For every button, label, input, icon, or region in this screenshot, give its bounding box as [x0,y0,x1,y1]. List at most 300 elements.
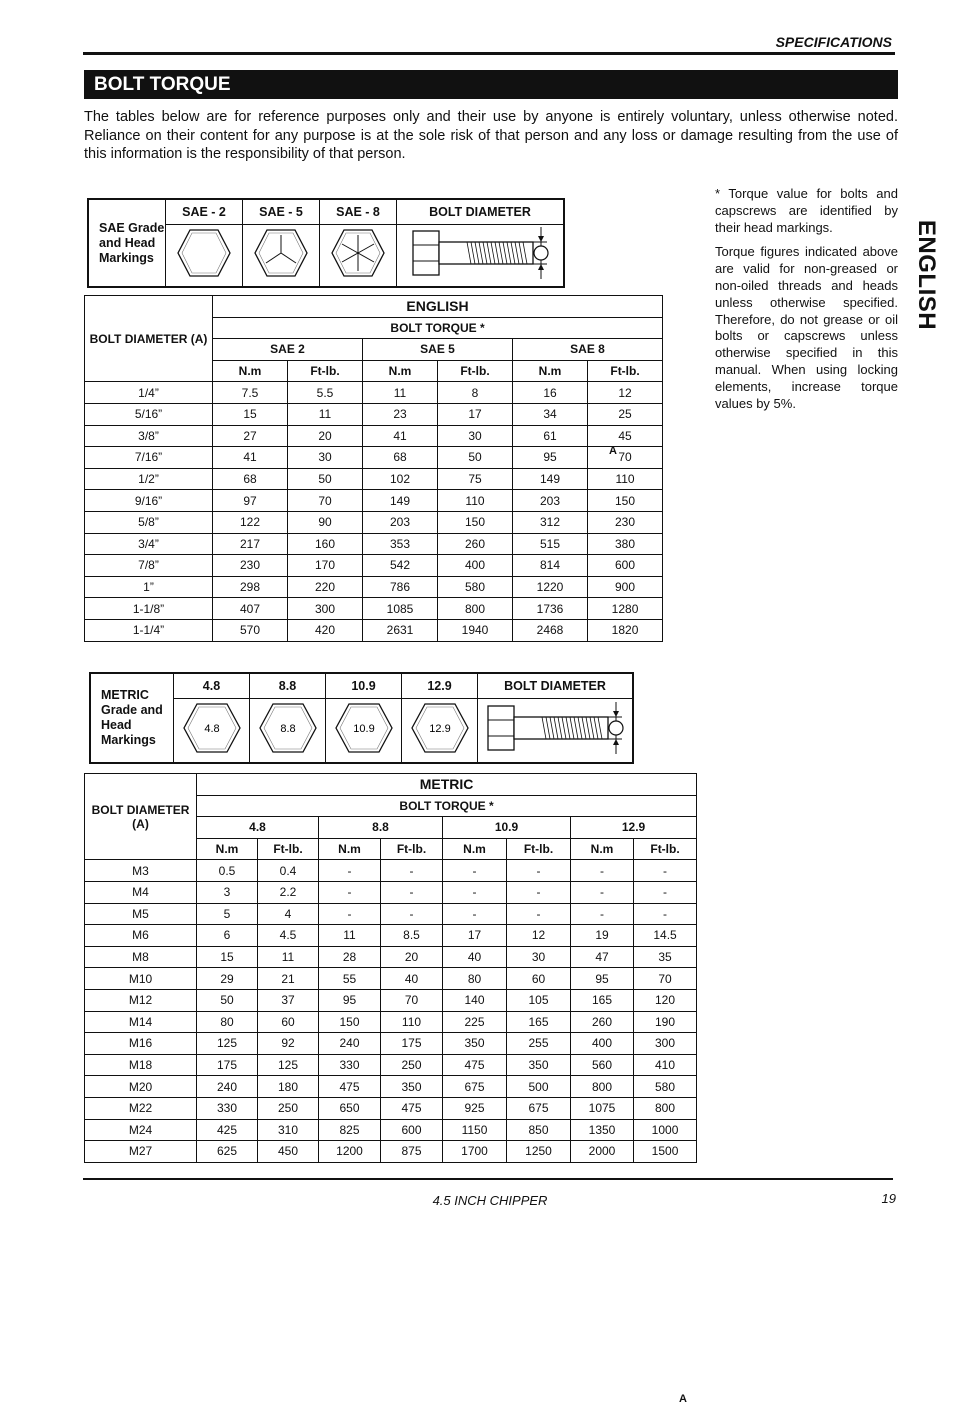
bolt-size-cell: M14 [85,1011,197,1033]
metric-8-8-head-icon [250,699,326,764]
head-marking-text: 4.8 [203,723,220,735]
unit-header: N.m [571,838,634,860]
torque-value-cell: 55 [319,968,381,990]
torque-value-cell: 12 [588,382,663,404]
torque-value-cell: 23 [363,403,438,425]
torque-value-cell: 17 [438,403,513,425]
bolt-size-cell: M8 [85,946,197,968]
torque-value-cell: 125 [197,1033,258,1055]
torque-value-cell: 410 [634,1054,697,1076]
torque-value-cell: 425 [197,1119,258,1141]
bolt-size-cell: 1/2” [85,468,213,490]
unit-header: N.m [197,838,258,860]
torque-value-cell: 95 [571,968,634,990]
torque-value-cell: 0.5 [197,860,258,882]
torque-value-cell: 312 [513,511,588,533]
bolt-diameter-row-header: BOLT DIAMETER (A) [85,774,197,860]
torque-value-cell: 475 [443,1054,507,1076]
torque-value-cell: 122 [213,511,288,533]
torque-value-cell: 14.5 [634,925,697,947]
table-row [85,1011,697,1033]
torque-value-cell: 600 [381,1119,443,1141]
torque-value-cell: - [507,903,571,925]
torque-value-cell: - [507,881,571,903]
torque-value-cell: 814 [513,555,588,577]
torque-value-cell: 400 [438,555,513,577]
torque-value-cell: 330 [319,1054,381,1076]
torque-value-cell: 625 [197,1141,258,1163]
torque-value-cell: 3 [197,881,258,903]
torque-value-cell: 180 [258,1076,319,1098]
torque-value-cell: 95 [319,989,381,1011]
dimension-a-label: A [679,1393,687,1405]
torque-value-cell: - [507,860,571,882]
bolt-size-cell: M16 [85,1033,197,1055]
table-row [85,511,663,533]
torque-value-cell: 300 [288,598,363,620]
torque-value-cell: 675 [507,1097,571,1119]
torque-value-cell: 1736 [513,598,588,620]
torque-value-cell: 1700 [443,1141,507,1163]
torque-value-cell: 353 [363,533,438,555]
table-row [85,968,697,990]
torque-value-cell: 786 [363,576,438,598]
torque-value-cell: 8 [438,382,513,404]
torque-value-cell: 1075 [571,1097,634,1119]
torque-value-cell: 30 [288,447,363,469]
torque-value-cell: 125 [258,1054,319,1076]
torque-value-cell: 650 [319,1097,381,1119]
torque-value-cell: 41 [363,425,438,447]
torque-value-cell: 220 [288,576,363,598]
torque-value-cell: - [571,860,634,882]
page-number: 19 [881,1191,896,1206]
metric-grade-header: 10.9 [326,673,402,699]
torque-value-cell: 900 [588,576,663,598]
torque-value-cell: 95 [513,447,588,469]
torque-value-cell: 25 [588,403,663,425]
torque-value-cell: 75 [438,468,513,490]
bolt-size-cell: M27 [85,1141,197,1163]
bolt-size-cell: M10 [85,968,197,990]
torque-value-cell: 600 [588,555,663,577]
torque-value-cell: 1940 [438,619,513,641]
table-row [85,447,663,469]
torque-value-cell: 1085 [363,598,438,620]
torque-value-cell: 298 [213,576,288,598]
torque-value-cell: 11 [319,925,381,947]
torque-value-cell: 925 [443,1097,507,1119]
torque-value-cell: - [634,881,697,903]
table-row [85,598,663,620]
intro-paragraph: The tables below are for reference purposes only and their use by anyone is entirely voluntary, unless otherwise noted. Reliance on their content for any purpose is at the sole risk of that person and any loss or damage resulting from the use of this information is the responsibility of that person. [84,109,898,162]
grade-header: SAE 8 [513,339,663,361]
torque-value-cell: - [634,860,697,882]
torque-value-cell: 50 [288,468,363,490]
torque-value-cell: 11 [288,403,363,425]
unit-header: Ft-lb. [588,360,663,382]
table-row [85,1076,697,1098]
sae-grade-header: SAE - 2 [166,199,243,225]
torque-value-cell: 110 [438,490,513,512]
bolt-size-cell: 3/8” [85,425,213,447]
metric-grade-header: 12.9 [402,673,478,699]
bolt-size-cell: M6 [85,925,197,947]
bolt-size-cell: 1” [85,576,213,598]
torque-value-cell: 37 [258,989,319,1011]
torque-value-cell: 70 [381,989,443,1011]
bolt-diameter-row-header: BOLT DIAMETER (A) [85,296,213,382]
torque-value-cell: 2468 [513,619,588,641]
torque-value-cell: 1150 [443,1119,507,1141]
torque-value-cell: 570 [213,619,288,641]
torque-value-cell: 2.2 [258,881,319,903]
metric-table-title: METRIC [197,774,697,796]
torque-value-cell: 149 [363,490,438,512]
torque-value-cell: 20 [288,425,363,447]
page-title: BOLT TORQUE [84,70,898,99]
table-row [85,946,697,968]
torque-value-cell: 800 [438,598,513,620]
torque-value-cell: 225 [443,1011,507,1033]
table-row [85,1119,697,1141]
torque-value-cell: 92 [258,1033,319,1055]
torque-value-cell: 203 [363,511,438,533]
torque-value-cell: 50 [438,447,513,469]
footer-rule [83,1178,893,1180]
table-row [85,555,663,577]
bolt-size-cell: 7/16” [85,447,213,469]
torque-value-cell: 60 [507,968,571,990]
table-row [85,903,697,925]
table-row [85,576,663,598]
bolt-diameter-header: BOLT DIAMETER [478,673,634,699]
torque-value-cell: 105 [507,989,571,1011]
torque-value-cell: 330 [197,1097,258,1119]
bolt-size-cell: M20 [85,1076,197,1098]
torque-value-cell: 15 [197,946,258,968]
torque-value-cell: 407 [213,598,288,620]
torque-value-cell: 40 [381,968,443,990]
bolt-size-cell: 5/8” [85,511,213,533]
bolt-size-cell: 5/16” [85,403,213,425]
torque-value-cell: 27 [213,425,288,447]
torque-value-cell: 7.5 [213,382,288,404]
unit-header: Ft-lb. [634,838,697,860]
section-header: SPECIFICATIONS [775,34,892,50]
torque-value-cell: 150 [588,490,663,512]
torque-value-cell: 102 [363,468,438,490]
bolt-size-cell: 1-1/4” [85,619,213,641]
torque-value-cell: 97 [213,490,288,512]
torque-value-cell: 160 [288,533,363,555]
bolt-size-cell: 7/8” [85,555,213,577]
torque-value-cell: 310 [258,1119,319,1141]
torque-value-cell: 420 [288,619,363,641]
torque-value-cell: 300 [634,1033,697,1055]
grade-header: 12.9 [571,817,697,839]
torque-value-cell: 500 [507,1076,571,1098]
torque-value-cell: 1200 [319,1141,381,1163]
torque-value-cell: 240 [319,1033,381,1055]
head-marking-text: 8.8 [279,723,296,735]
torque-value-cell: 190 [634,1011,697,1033]
torque-value-cell: 4.5 [258,925,319,947]
table-row [85,1054,697,1076]
torque-value-cell: - [571,903,634,925]
unit-header: Ft-lb. [258,838,319,860]
grade-header: SAE 2 [213,339,363,361]
torque-value-cell: 61 [513,425,588,447]
table-row [85,1141,697,1163]
unit-header: Ft-lb. [381,838,443,860]
table-row [85,1033,697,1055]
torque-value-cell: 30 [507,946,571,968]
table-row [85,533,663,555]
torque-value-cell: 80 [443,968,507,990]
torque-value-cell: 170 [288,555,363,577]
torque-value-cell: 150 [319,1011,381,1033]
table-row [85,1097,697,1119]
bolt-size-cell: 9/16” [85,490,213,512]
unit-header: Ft-lb. [438,360,513,382]
torque-value-cell: 8.5 [381,925,443,947]
torque-value-cell: 450 [258,1141,319,1163]
torque-value-cell: 4 [258,903,319,925]
torque-value-cell: 12 [507,925,571,947]
bolt-torque-header: BOLT TORQUE * [213,317,663,339]
torque-value-cell: 1280 [588,598,663,620]
torque-value-cell: 68 [363,447,438,469]
torque-value-cell: - [443,881,507,903]
bolt-size-cell: M5 [85,903,197,925]
table-row [85,989,697,1011]
torque-value-cell: 80 [197,1011,258,1033]
sae-markings-label: SAE Grade and Head Markings [88,199,166,287]
torque-value-cell: 165 [507,1011,571,1033]
torque-value-cell: 150 [438,511,513,533]
torque-value-cell: 30 [438,425,513,447]
table-row [85,619,663,641]
header-rule [83,52,895,55]
torque-value-cell: 1350 [571,1119,634,1141]
grade-header: 4.8 [197,817,319,839]
head-marking-text: 12.9 [428,723,451,735]
torque-value-cell: 240 [197,1076,258,1098]
note-2: Torque figures indicated above are valid for non-greased or non-oiled threads and heads unless otherwise specified. Therefore, do not grease or oil bolts or capscrews unless otherwise specified in this manual. When using locking elements, increase torque values by 5%. [715,244,898,411]
torque-value-cell: 19 [571,925,634,947]
torque-value-cell: - [571,881,634,903]
torque-value-cell: 21 [258,968,319,990]
unit-header: N.m [213,360,288,382]
grade-header: SAE 5 [363,339,513,361]
torque-value-cell: 110 [588,468,663,490]
unit-header: Ft-lb. [507,838,571,860]
sae-grade-header: SAE - 5 [243,199,320,225]
metric-markings-label: METRIC Grade and Head Markings [90,673,174,763]
metric-grade-header: 4.8 [174,673,250,699]
torque-value-cell: 475 [381,1097,443,1119]
unit-header: N.m [319,838,381,860]
torque-value-cell: 50 [197,989,258,1011]
torque-notes [715,186,898,420]
torque-value-cell: - [319,860,381,882]
english-torque-table [84,295,663,642]
torque-value-cell: - [319,903,381,925]
metric-12-9-head-icon [402,699,478,764]
torque-value-cell: 17 [443,925,507,947]
torque-value-cell: 1820 [588,619,663,641]
bolt-size-cell: M3 [85,860,197,882]
metric-10-9-head-icon [326,699,402,764]
torque-value-cell: 165 [571,989,634,1011]
sae5-head-icon [243,225,320,288]
torque-value-cell: 850 [507,1119,571,1141]
torque-value-cell: 68 [213,468,288,490]
sae-grade-header: SAE - 8 [320,199,397,225]
torque-value-cell: 90 [288,511,363,533]
torque-value-cell: 41 [213,447,288,469]
grade-header: 8.8 [319,817,443,839]
torque-value-cell: 11 [363,382,438,404]
bolt-size-cell: M22 [85,1097,197,1119]
bolt-size-cell: 3/4” [85,533,213,555]
torque-value-cell: 5 [197,903,258,925]
torque-value-cell: 70 [588,447,663,469]
language-side-tab: ENGLISH [913,219,940,331]
torque-value-cell: 580 [438,576,513,598]
torque-value-cell: 250 [258,1097,319,1119]
bolt-size-cell: M12 [85,989,197,1011]
torque-value-cell: 110 [381,1011,443,1033]
torque-value-cell: 875 [381,1141,443,1163]
note-1: * Torque value for bolts and capscrews are identified by their head markings. [715,186,898,235]
torque-value-cell: 217 [213,533,288,555]
torque-value-cell: 60 [258,1011,319,1033]
footer-product: 4.5 INCH CHIPPER [432,1193,548,1208]
torque-value-cell: 28 [319,946,381,968]
head-marking-text: 10.9 [352,723,375,735]
torque-value-cell: 1500 [634,1141,697,1163]
torque-value-cell: 580 [634,1076,697,1098]
torque-value-cell: 560 [571,1054,634,1076]
table-row [85,382,663,404]
torque-value-cell: 5.5 [288,382,363,404]
table-row [85,925,697,947]
torque-value-cell: 140 [443,989,507,1011]
torque-value-cell: 675 [443,1076,507,1098]
bolt-diameter-header: BOLT DIAMETER [397,199,565,225]
torque-value-cell: - [381,881,443,903]
torque-value-cell: 1220 [513,576,588,598]
torque-value-cell: 11 [258,946,319,968]
bolt-size-cell: M18 [85,1054,197,1076]
torque-value-cell: 260 [438,533,513,555]
unit-header: N.m [443,838,507,860]
torque-value-cell: 175 [381,1033,443,1055]
torque-value-cell: 1250 [507,1141,571,1163]
metric-torque-table [84,773,697,1163]
torque-value-cell: 70 [288,490,363,512]
torque-value-cell: 230 [213,555,288,577]
table-row [85,403,663,425]
torque-value-cell: 175 [197,1054,258,1076]
torque-value-cell: 400 [571,1033,634,1055]
bolt-size-cell: M4 [85,881,197,903]
torque-value-cell: 800 [634,1097,697,1119]
torque-value-cell: 380 [588,533,663,555]
unit-header: Ft-lb. [288,360,363,382]
table-row [85,860,697,882]
torque-value-cell: - [319,881,381,903]
torque-value-cell: 350 [443,1033,507,1055]
grade-header: 10.9 [443,817,571,839]
torque-value-cell: 35 [634,946,697,968]
torque-value-cell: 16 [513,382,588,404]
torque-value-cell: 2000 [571,1141,634,1163]
torque-value-cell: 0.4 [258,860,319,882]
torque-value-cell: 250 [381,1054,443,1076]
torque-value-cell: 203 [513,490,588,512]
unit-header: N.m [363,360,438,382]
torque-value-cell: 800 [571,1076,634,1098]
table-row [85,490,663,512]
torque-value-cell: - [381,903,443,925]
torque-value-cell: 45 [588,425,663,447]
torque-value-cell: 542 [363,555,438,577]
sae8-head-icon [320,225,397,288]
bolt-size-cell: 1-1/8” [85,598,213,620]
english-table-title: ENGLISH [213,296,663,318]
torque-value-cell: 40 [443,946,507,968]
sae2-head-icon [166,225,243,288]
torque-value-cell: 2631 [363,619,438,641]
dimension-a-label: A [609,445,617,457]
torque-value-cell: 47 [571,946,634,968]
torque-value-cell: 20 [381,946,443,968]
torque-value-cell: - [443,903,507,925]
metric-4-8-head-icon [174,699,250,764]
table-row [85,425,663,447]
torque-value-cell: 34 [513,403,588,425]
torque-value-cell: - [381,860,443,882]
torque-value-cell: 29 [197,968,258,990]
torque-value-cell: 825 [319,1119,381,1141]
torque-value-cell: 475 [319,1076,381,1098]
bolt-size-cell: M24 [85,1119,197,1141]
metric-grade-header: 8.8 [250,673,326,699]
torque-value-cell: 15 [213,403,288,425]
torque-value-cell: 149 [513,468,588,490]
torque-value-cell: 255 [507,1033,571,1055]
unit-header: N.m [513,360,588,382]
table-row [85,468,663,490]
torque-value-cell: 230 [588,511,663,533]
torque-value-cell: 515 [513,533,588,555]
torque-value-cell: - [634,903,697,925]
torque-value-cell: 6 [197,925,258,947]
torque-value-cell: 350 [507,1054,571,1076]
torque-value-cell: 260 [571,1011,634,1033]
torque-value-cell: 120 [634,989,697,1011]
torque-value-cell: 350 [381,1076,443,1098]
torque-value-cell: 70 [634,968,697,990]
bolt-size-cell: 1/4” [85,382,213,404]
torque-value-cell: - [443,860,507,882]
table-row [85,881,697,903]
bolt-torque-header: BOLT TORQUE * [197,795,697,817]
torque-value-cell: 1000 [634,1119,697,1141]
